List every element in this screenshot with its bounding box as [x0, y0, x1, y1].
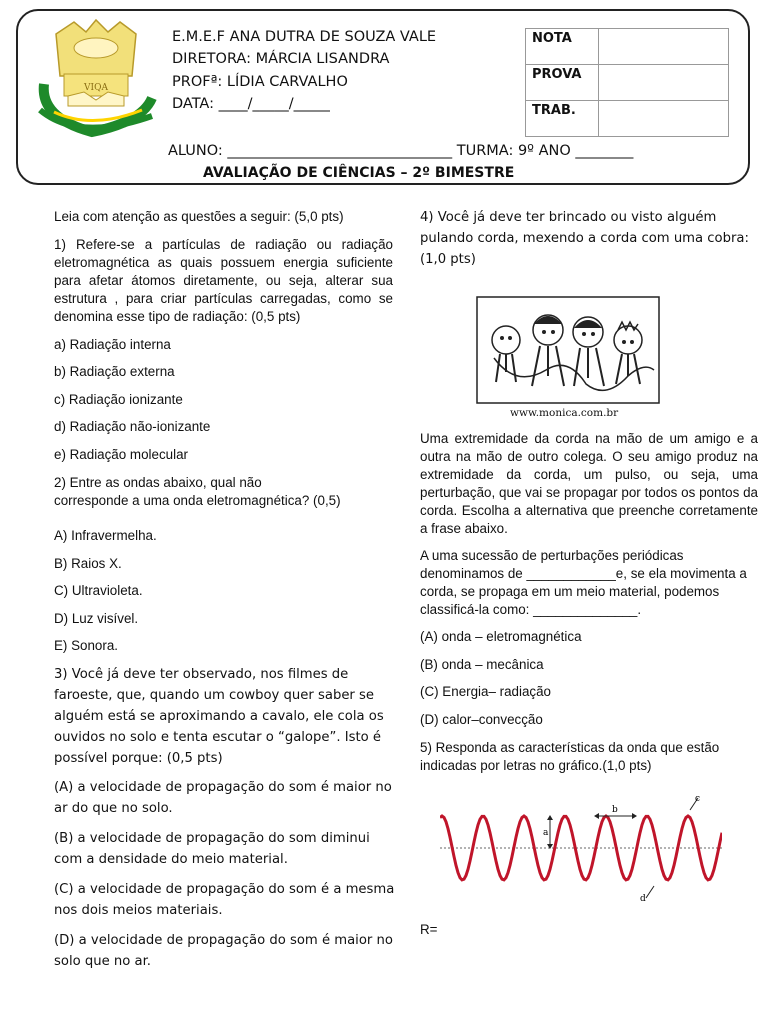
- q2-option[interactable]: E) Sonora.: [54, 638, 119, 653]
- q3-option[interactable]: (D) a velocidade de propagação do som é maior no solo que no ar.: [54, 933, 393, 969]
- grade-value-cell[interactable]: [599, 65, 729, 101]
- wave-label-c: c: [695, 794, 701, 804]
- q4-option[interactable]: (C) Energia– radiação: [420, 684, 551, 699]
- grade-table: [525, 28, 729, 137]
- school-name: E.M.E.F ANA DUTRA DE SOUZA VALE: [172, 29, 437, 45]
- wave-diagram: [440, 790, 722, 905]
- grade-label: NOTA: [526, 29, 599, 65]
- question-2-line2: corresponde a uma onda eletromagnética? (0,5): [54, 493, 341, 508]
- jump-rope-illustration: [476, 296, 660, 404]
- wave-label-a: a: [543, 828, 549, 838]
- exam-title: AVALIAÇÃO DE CIÊNCIAS – 2º BIMESTRE: [203, 165, 515, 181]
- logo-text: VIQA: [84, 83, 108, 93]
- image-credit: www.monica.com.br: [510, 407, 619, 419]
- answer-field[interactable]: R=: [420, 922, 438, 937]
- q1-option[interactable]: a) Radiação interna: [54, 337, 171, 352]
- question-2-line1: 2) Entre as ondas abaixo, qual não: [54, 475, 262, 490]
- question-1: 1) Refere-se a partículas de radiação ou radiação eletromagnética as quais possuem energia suficiente para afetar átomos diretamente, ou seja, alterar sua estrutura , para criar partículas carregadas, como se denomina esse tipo de radiação: (0,5 pts): [54, 237, 393, 324]
- q4-sentence: A uma sucessão de perturbações periódicas denominamos de ____________e, se ela movimenta a corda, se propaga em um meio material, podemos classificá-la como: ______________.: [420, 548, 747, 617]
- wave-label-b: b: [612, 805, 618, 815]
- question-4: 4) Você já deve ter brincado ou visto alguém pulando corda, mexendo a corda com uma cobra: (1,0 pts): [420, 210, 749, 267]
- q4-text: Uma extremidade da corda na mão de um amigo e a outra na mão de outro colega. O seu amigo produz na extremidade da corda, um pulso, ou seja, uma perturbação, que vai se propagar por todos os pontos da corda. Escolha a alternativa que preenche corretamente a frase abaixo.: [420, 431, 758, 536]
- q2-option[interactable]: B) Raios X.: [54, 556, 122, 571]
- grade-value-cell[interactable]: [599, 29, 729, 65]
- grade-value-cell[interactable]: [599, 101, 729, 137]
- school-logo: [30, 14, 160, 144]
- date-field[interactable]: DATA: ____/_____/_____: [172, 96, 330, 112]
- intro-text: Leia com atenção as questões a seguir: (5,0 pts): [54, 209, 344, 224]
- q4-option[interactable]: (A) onda – eletromagnética: [420, 629, 582, 644]
- grade-label: TRAB.: [526, 101, 599, 137]
- q1-option[interactable]: b) Radiação externa: [54, 364, 175, 379]
- student-line[interactable]: ALUNO: _______________________________ TURMA: 9º ANO ________: [168, 143, 634, 159]
- q3-option[interactable]: (C) a velocidade de propagação do som é a mesma nos dois meios materiais.: [54, 882, 395, 918]
- q2-option[interactable]: D) Luz visível.: [54, 611, 139, 626]
- grade-label: PROVA: [526, 65, 599, 101]
- q4-option[interactable]: (D) calor–convecção: [420, 712, 543, 727]
- question-3: 3) Você já deve ter observado, nos filmes de faroeste, que, quando um cowboy quer saber se alguém está se aproximando a cavalo, ele cola os ouvidos no solo e tenta escutar o “galope”. Isto é possível porque: (0,5 pts): [54, 667, 384, 766]
- q1-option[interactable]: d) Radiação não-ionizante: [54, 419, 211, 434]
- q4-option[interactable]: (B) onda – mecânica: [420, 657, 544, 672]
- q3-option[interactable]: (B) a velocidade de propagação do som diminui com a densidade do meio material.: [54, 831, 370, 867]
- director-name: DIRETORA: MÁRCIA LISANDRA: [172, 51, 390, 67]
- q3-option[interactable]: (A) a velocidade de propagação do som é maior no ar do que no solo.: [54, 780, 392, 816]
- wave-label-d: d: [640, 894, 646, 904]
- q2-option[interactable]: C) Ultravioleta.: [54, 583, 143, 598]
- q1-option[interactable]: e) Radiação molecular: [54, 447, 188, 462]
- teacher-name: PROFª: LÍDIA CARVALHO: [172, 74, 348, 90]
- question-5: 5) Responda as características da onda que estão indicadas por letras no gráfico.(1,0 pts): [420, 740, 720, 773]
- q1-option[interactable]: c) Radiação ionizante: [54, 392, 183, 407]
- q2-option[interactable]: A) Infravermelha.: [54, 528, 157, 543]
